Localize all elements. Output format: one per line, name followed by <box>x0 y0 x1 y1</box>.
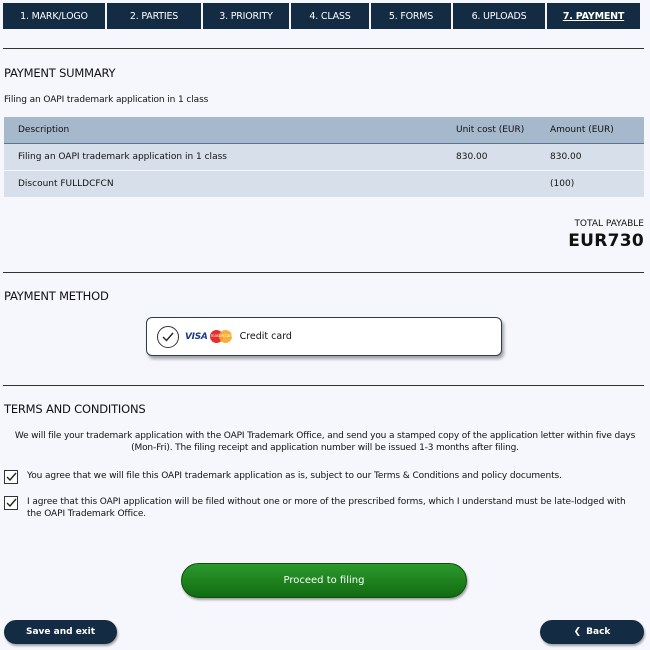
credit-card-label: Credit card <box>239 331 292 342</box>
wizard-steps <box>3 3 644 29</box>
agree-forms-checkbox[interactable] <box>4 496 18 510</box>
cell-unit-cost <box>442 170 536 197</box>
divider <box>3 385 644 386</box>
terms-description: We will file your trademark application with the OAPI Trademark Office, and send you a stamped copy of the application letter within five days (Mon-Fri). The filing receipt and application number will be issued 1-3 months after filing. <box>14 431 636 453</box>
total-payable-label: TOTAL PAYABLE <box>574 219 644 229</box>
save-and-exit-button[interactable]: Save and exit <box>4 620 117 644</box>
total-payable-value: EUR730 <box>568 231 644 251</box>
col-description: Description <box>4 117 442 143</box>
back-button[interactable] <box>540 620 644 644</box>
agree-terms-row <box>4 470 562 484</box>
step-class[interactable]: 4. CLASS <box>291 3 369 29</box>
proceed-to-filing-button[interactable]: Proceed to filing <box>181 563 467 598</box>
mastercard-logo-icon: mastercard <box>210 330 232 343</box>
step-priority[interactable]: 3. PRIORITY <box>203 3 289 29</box>
back-label: Back <box>586 627 611 637</box>
cell-amount: (100) <box>536 170 644 197</box>
credit-card-option[interactable] <box>146 317 502 356</box>
agree-forms-row <box>4 496 637 520</box>
payment-summary-table <box>4 117 644 197</box>
payment-summary-title: PAYMENT SUMMARY <box>4 66 116 80</box>
terms-title: TERMS AND CONDITIONS <box>4 402 146 416</box>
table-row <box>4 143 644 170</box>
step-payment[interactable]: 7. PAYMENT <box>547 3 640 29</box>
divider <box>3 48 644 49</box>
step-forms[interactable]: 5. FORMS <box>371 3 451 29</box>
payment-method-title: PAYMENT METHOD <box>4 289 109 303</box>
agree-forms-label: I agree that this OAPI application will be filed without one or more of the prescribed forms, which I understand must be late-lodged with the OAPI Trademark Office. <box>27 497 626 519</box>
cell-amount: 830.00 <box>536 143 644 170</box>
cell-description: Filing an OAPI trademark application in 1 class <box>4 143 442 170</box>
cell-unit-cost: 830.00 <box>442 143 536 170</box>
step-uploads[interactable]: 6. UPLOADS <box>453 3 545 29</box>
divider <box>3 272 644 273</box>
cell-description: Discount FULLDCFCN <box>4 170 442 197</box>
visa-logo-icon: VISA <box>185 331 208 342</box>
chevron-left-icon: ❮ <box>573 627 582 637</box>
col-unit-cost: Unit cost (EUR) <box>442 117 536 143</box>
table-row <box>4 170 644 197</box>
agree-terms-label: You agree that we will file this OAPI trademark application as is, subject to our Terms & Conditions and policy documents. <box>27 471 562 481</box>
table-header-row <box>4 117 644 143</box>
selected-check-icon <box>157 326 179 348</box>
step-parties[interactable]: 2. PARTIES <box>107 3 201 29</box>
step-mark-logo[interactable]: 1. MARK/LOGO <box>3 3 105 29</box>
agree-terms-checkbox[interactable] <box>4 470 18 484</box>
summary-subtitle: Filing an OAPI trademark application in 1 class <box>4 95 209 105</box>
col-amount: Amount (EUR) <box>536 117 644 143</box>
